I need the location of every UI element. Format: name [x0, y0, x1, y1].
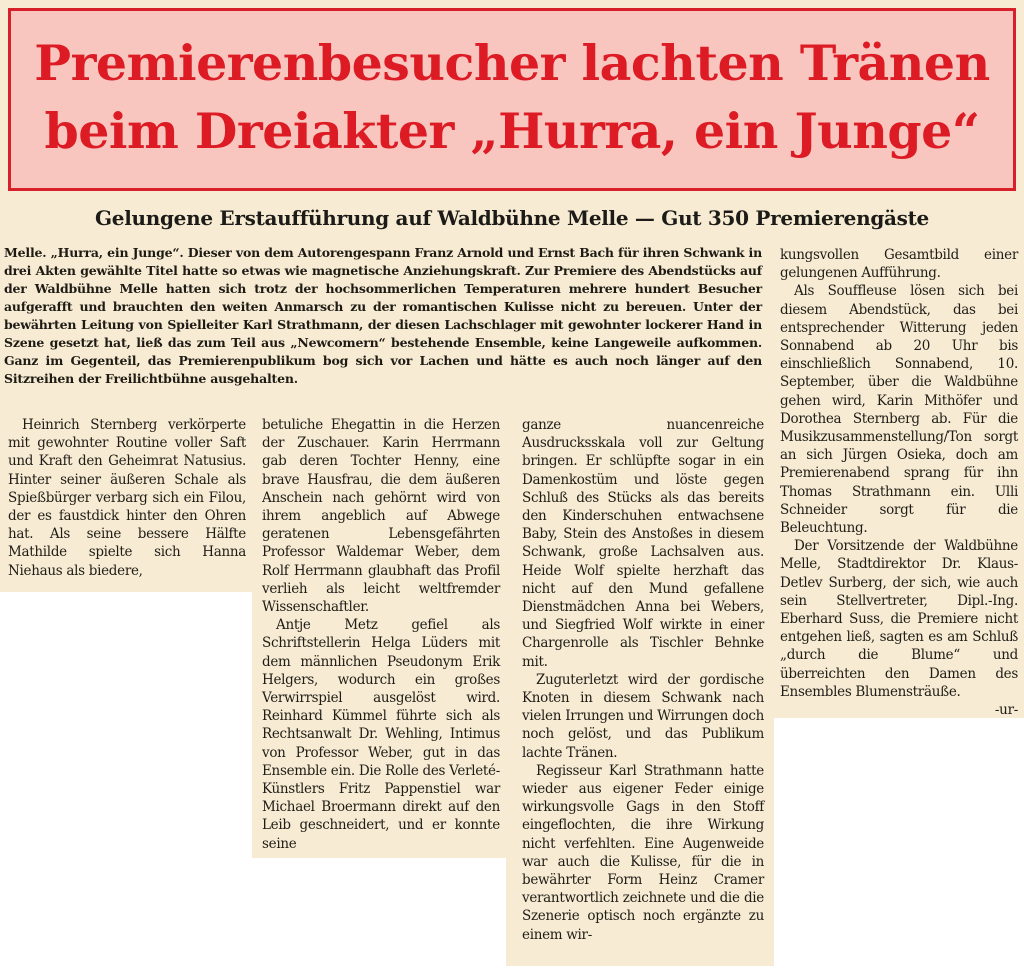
headline-line-2: beim Dreiakter „Hurra, ein Junge“: [44, 102, 980, 160]
lead-paragraph: Melle. „Hurra, ein Junge“. Dieser von dem Autorengespann Franz Arnold und Ernst Bach für ihren Schwank in drei Akten gewählte Titel hatte so etwas wie magnetische Anziehungskraft. Zur Premiere des Abendstücks auf der Waldbühne Melle hatten sich trotz der hochsommerlichen Temperaturen mehrere hundert Besucher aufgerafft und brauchten den weiten Anmarsch zu der romantischen Kulisse nicht zu bereuen. Unter der bewährten Leitung von Spielleiter Karl Strathmann, der diesen Lachschlager mit gewohnter lockerer Hand in Szene gesetzt hat, ließ das zum Teil aus „Newcomern“ bestehende Ensemble, keine Langeweile aufkommen. Ganz im Gegenteil, das Premierenpublikum bog sich vor Lachen und hätte es auch noch länger auf den Sitzreihen der Freilichtbühne ausgehalten.: [4, 245, 762, 386]
paragraph: Als Souffleuse lösen sich bei diesem Abendstück, das bei entsprechender Witterung jeden Sonnabend ab 20 Uhr bis einschließlich Sonnabend, 10. September, über die Waldbühne gehen wird, Karin Mithöfer und Dorothea Sternberg ab. Für die Musikzusammenstellung/Ton sorgt an sich Jürgen Osieka, doch am Premierenabend sprang für ihn Thomas Strathmann ein. Ulli Schneider sorgt für die Beleuchtung.: [780, 283, 1018, 537]
article-column-3: [522, 416, 764, 944]
paragraph: Regisseur Karl Strathmann hatte wieder aus eigener Feder einige wirkungsvolle Gags in den Stoff eingeflochten, die ihre Wirkung nicht verfehlten. Eine Augenweide war auch die Kulisse, für die in bewährter Form Heinz Cramer verantwortlich zeichnete und die die Szenerie optisch noch ergänzte zu einem wir-: [522, 762, 764, 943]
paragraph: Antje Metz gefiel als Schriftstellerin Helga Lüders mit dem männlichen Pseudonym Erik Helgers, wodurch ein großes Verwirrspiel ausgelöst wird. Reinhard Kümmel führte sich als Rechtsanwalt Dr. Wehling, Intimus von Professor Weber, gut in das Ensemble ein. Die Rolle des Verleté-Künstlers Fritz Pappenstiel war Michael Broermann direkt auf den Leib geschneidert, und er konnte seine: [262, 617, 501, 852]
paragraph: Heinrich Sternberg verkörperte mit gewohnter Routine voller Saft und Kraft den Geheimrat Natusius. Hinter seiner äußeren Schale als Spießbürger verbarg sich ein Filou, der es faustdick hinter den Ohren hat. Als seine bessere Hälfte Mathilde spielte sich Hanna Niehaus als biedere,: [8, 417, 246, 579]
paragraph: Der Vorsitzende der Waldbühne Melle, Stadtdirektor Dr. Klaus-Detlev Surberg, der sich, wie auch sein Stellvertreter, Dipl.-Ing. Eberhard Suss, die Premiere nicht entgehen ließ, sagten es am Schluß „durch die Blume“ und überreichten den Damen des Ensembles Blumensträuße.: [780, 538, 1018, 700]
article-column-4: [780, 246, 1018, 719]
paragraph: ganze nuancenreiche Ausdrucksskala voll zur Geltung bringen. Er schlüpfte sogar in ein Damenkostüm und löste gegen Schluß des Stücks als das bereits den Kinderschuhen entwachsene Baby, Stein des Anstoßes in diesem Schwank, große Lachsalven aus. Heide Wolf spielte herzhaft das nicht auf den Mund gefallene Dienstmädchen Anna bei Webers, und Siegfried Wolf wirkte in einer Chargenrolle als Tischler Behnke mit.: [522, 417, 764, 670]
paragraph: Zuguterletzt wird der gordische Knoten in diesem Schwank nach vielen Irrungen und Wirrungen doch noch gelöst, und das Publikum lachte Tränen.: [522, 671, 764, 761]
author-signature: -ur-: [994, 702, 1018, 719]
headline-banner: [8, 8, 1016, 191]
headline: [11, 29, 1013, 165]
headline-line-1: Premierenbesucher lachten Tränen: [34, 34, 990, 92]
article-column-1: [8, 416, 246, 580]
subtitle: Gelungene Erstaufführung auf Waldbühne Melle — Gut 350 Premierengäste: [95, 206, 929, 230]
article-column-2: [262, 416, 500, 853]
paragraph: betuliche Ehegattin in die Herzen der Zuschauer. Karin Herrmann gab deren Tochter Henny, eine brave Hausfrau, die dem äußeren Anschein nach gehörnt wird von ihrem angeblich auf Abwege geratenen Lebensgefährten Professor Waldemar Weber, dem Rolf Herrmann glaubhaft das Profil verlieh als leicht weltfremder Wissenschaftler.: [262, 417, 500, 616]
paragraph: kungsvollen Gesamtbild einer gelungenen Aufführung.: [780, 247, 1018, 282]
